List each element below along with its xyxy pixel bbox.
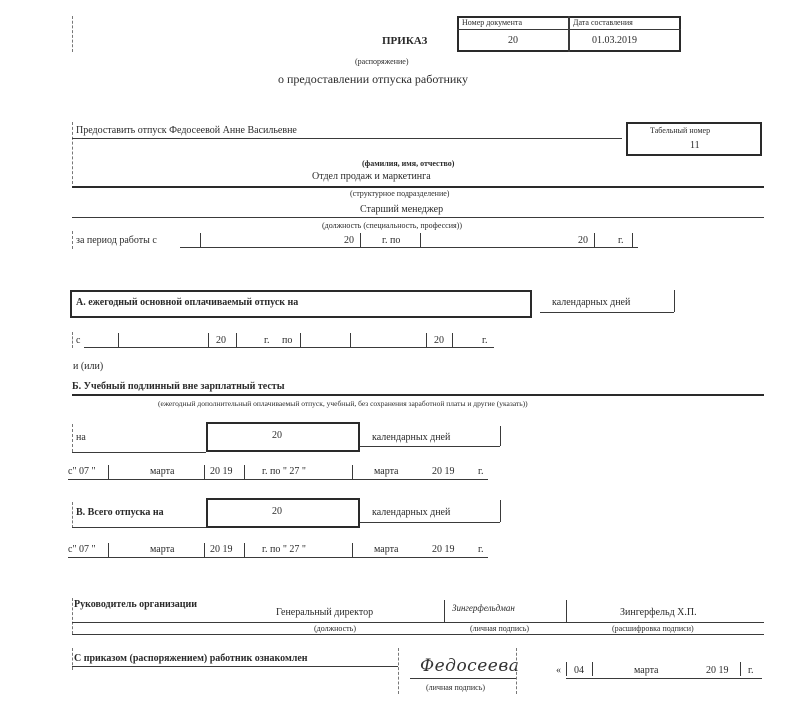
- order-title: ПРИКАЗ: [382, 35, 428, 47]
- section-v-month1: марта: [150, 544, 175, 555]
- section-v-g: г.: [478, 544, 484, 555]
- head-label: Руководитель организации: [74, 599, 198, 610]
- margin-dash: [72, 16, 73, 52]
- work-period-end: г.: [618, 235, 624, 246]
- section-a-g2: г.: [482, 335, 488, 346]
- section-v-year2: 20 19: [432, 544, 455, 555]
- section-a-label: А. ежегодный основной оплачиваемый отпуск на: [76, 297, 299, 308]
- ack-quote-open: «: [556, 665, 561, 676]
- head-position: Генеральный директор: [276, 607, 374, 618]
- section-a-days-label: календарных дней: [552, 297, 631, 308]
- section-b-on: на: [76, 432, 86, 443]
- department-caption: (структурное подразделение): [350, 189, 450, 198]
- department: Отдел продаж и маркетинга: [312, 171, 431, 182]
- ack-sig-caption: (личная подпись): [426, 683, 486, 692]
- order-purpose: о предоставлении отпуска работнику: [278, 72, 468, 86]
- section-b-label: Б. Учебный подлинный вне зарплатный тесты: [72, 381, 285, 392]
- ack-day: 04: [574, 665, 584, 676]
- section-b-days-box: [206, 422, 360, 452]
- section-b-month1: марта: [150, 466, 175, 477]
- section-v-label: В. Всего отпуска на: [76, 507, 164, 518]
- section-b-days: 20: [272, 430, 282, 441]
- grant-text: Предоставить отпуск Федосеевой Анне Васильевне: [76, 125, 297, 136]
- head-signature: Зингерфельдман: [452, 603, 515, 613]
- section-v-to: г. по " 27 ": [262, 544, 306, 555]
- section-a-year2: 20: [434, 335, 444, 346]
- section-b-from: с" 07 ": [68, 466, 96, 477]
- name-caption: (фамилия, имя, отчество): [362, 159, 455, 168]
- section-v-days: 20: [272, 506, 282, 517]
- order-subtitle: (распоряжение): [355, 57, 409, 66]
- position-caption: (должность (специальность, профессия)): [322, 221, 462, 230]
- section-a-g1: г.: [264, 335, 270, 346]
- work-period-label: за период работы с: [76, 235, 157, 246]
- and-or: и (или): [73, 361, 104, 372]
- work-period-year1: 20: [344, 235, 354, 246]
- section-b-year1: 20 19: [210, 466, 233, 477]
- work-period-to: г. по: [382, 235, 401, 246]
- section-v-from: с" 07 ": [68, 544, 96, 555]
- section-v-year1: 20 19: [210, 544, 233, 555]
- work-period-year2: 20: [578, 235, 588, 246]
- section-v-days-label: календарных дней: [372, 507, 451, 518]
- section-v-month2: марта: [374, 544, 399, 555]
- section-b-year2: 20 19: [432, 466, 455, 477]
- doc-date: 01.03.2019: [592, 35, 637, 46]
- section-a-to: по: [282, 335, 293, 346]
- ack-month: марта: [634, 665, 659, 676]
- section-b-month2: марта: [374, 466, 399, 477]
- cap-signature: (личная подпись): [470, 624, 530, 633]
- position: Старший менеджер: [360, 204, 444, 215]
- ack-label: С приказом (распоряжением) работник ознакомлен: [74, 653, 308, 664]
- doc-number: 20: [508, 35, 518, 46]
- section-v-days-box: [206, 498, 360, 528]
- tab-number: 11: [690, 140, 700, 151]
- doc-number-label: Номер документа: [462, 18, 523, 27]
- head-name: Зингерфельд Х.П.: [620, 607, 697, 618]
- tab-number-label: Табельный номер: [650, 126, 711, 135]
- cap-name: (расшифровка подписи): [612, 624, 694, 633]
- section-a-year1: 20: [216, 335, 226, 346]
- section-b-days-label: календарных дней: [372, 432, 451, 443]
- ack-signature: Федосеева: [420, 656, 520, 676]
- doc-date-label: Дата составления: [573, 18, 633, 27]
- ack-g: г.: [748, 665, 754, 676]
- section-b-caption: (ежегодный дополнительный оплачиваемый отпуск, учебный, без сохранения заработной платы и другие (указать)): [158, 399, 528, 408]
- section-b-to: г. по " 27 ": [262, 466, 306, 477]
- section-a-from: с: [76, 335, 81, 346]
- section-b-g: г.: [478, 466, 484, 477]
- cap-position: (должность): [314, 624, 356, 633]
- ack-year: 20 19: [706, 665, 729, 676]
